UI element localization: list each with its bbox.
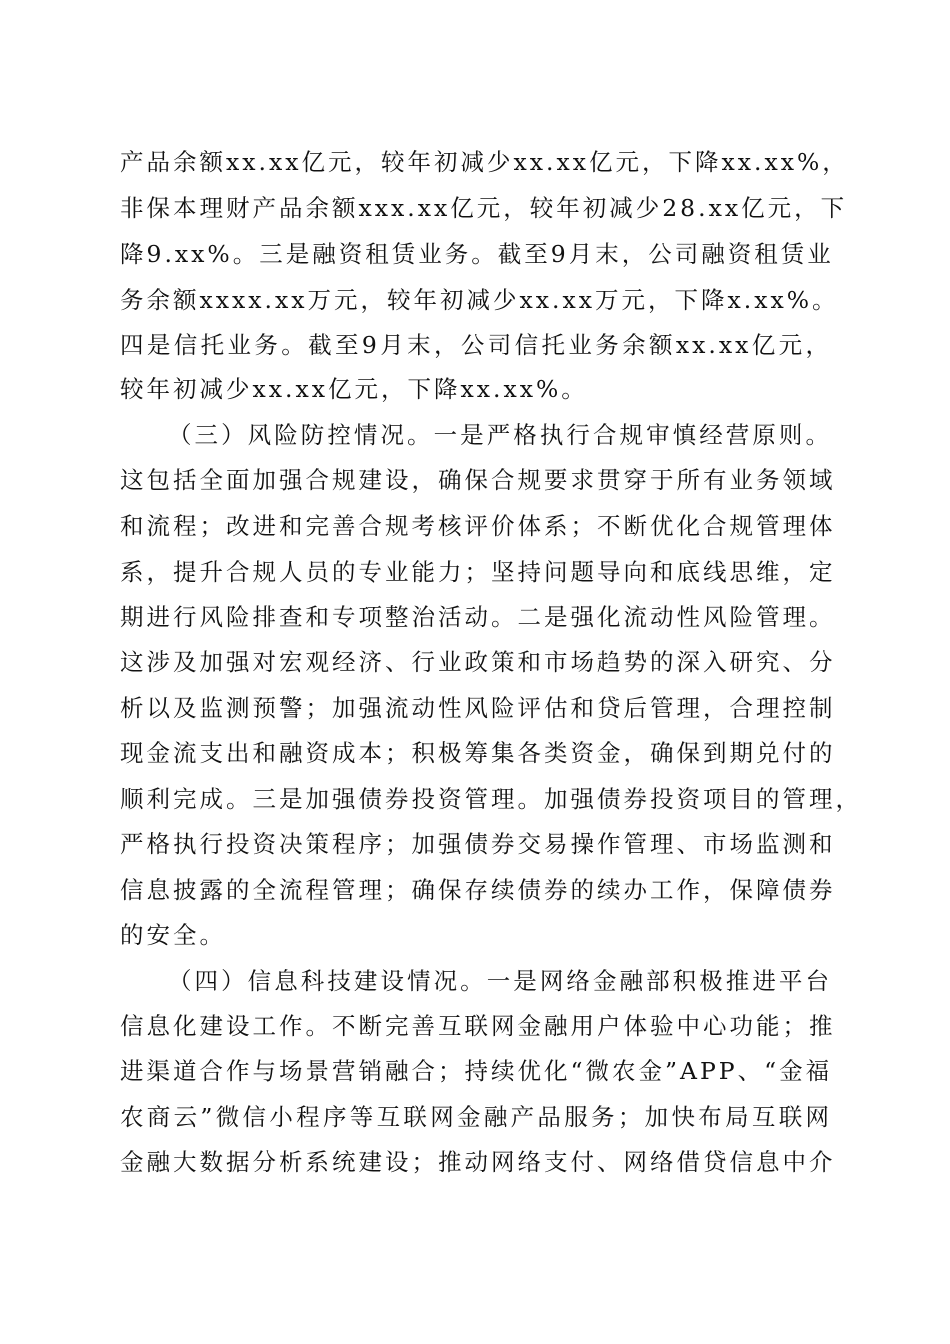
text-line: 降9.xx%。三是融资租赁业务。截至9月末，公司融资租赁业 [120,240,834,268]
text-line: 信息化建设工作。不断完善互联网金融用户体验中心功能；推 [120,1012,836,1040]
text-line: 产品余额xx.xx亿元，较年初减少xx.xx亿元，下降xx.xx%， [120,148,849,176]
text-line: 农商云”微信小程序等互联网金融产品服务；加快布局互联网 [120,1103,832,1131]
text-line: 析以及监测预警；加强流动性风险评估和贷后管理，合理控制 [120,694,836,722]
text-line: 现金流支出和融资成本；积极筹集各类资金，确保到期兑付的 [120,739,836,767]
text-line: 这包括全面加强合规建设，确保合规要求贯穿于所有业务领域 [120,466,836,494]
text-line: 这涉及加强对宏观经济、行业政策和市场趋势的深入研究、分 [120,648,836,676]
text-line: 金融大数据分析系统建设；推动网络支付、网络借贷信息中介 [120,1148,836,1176]
text-line: 非保本理财产品余额xxx.xx亿元，较年初减少28.xx亿元，下 [120,194,848,222]
text-line: 信息披露的全流程管理；确保存续债券的续办工作，保障债券 [120,876,836,904]
text-line: 进渠道合作与场景营销融合；持续优化“微农金”APP、“金福 [120,1057,833,1085]
text-line: 顺利完成。三是加强债券投资管理。加强债券投资项目的管理， [120,785,862,813]
text-line: 四是信托业务。截至9月末，公司信托业务余额xx.xx亿元， [120,331,832,359]
text-line: 期进行风险排查和专项整治活动。二是强化流动性风险管理。 [120,603,836,631]
section-heading-line: （四）信息科技建设情况。一是网络金融部积极推进平台 [168,967,832,995]
text-line: 的安全。 [120,921,226,949]
text-line: 和流程；改进和完善合规考核评价体系；不断优化合规管理体 [120,512,836,540]
section-heading-line: （三）风险防控情况。一是严格执行合规审慎经营原则。 [168,421,832,449]
text-line: 严格执行投资决策程序；加强债券交易操作管理、市场监测和 [120,830,836,858]
text-line: 系，提升合规人员的专业能力；坚持问题导向和底线思维，定 [120,558,836,586]
text-line: 务余额xxxx.xx万元，较年初减少xx.xx万元，下降x.xx%。 [120,286,839,314]
text-line: 较年初减少xx.xx亿元，下降xx.xx%。 [120,375,588,403]
